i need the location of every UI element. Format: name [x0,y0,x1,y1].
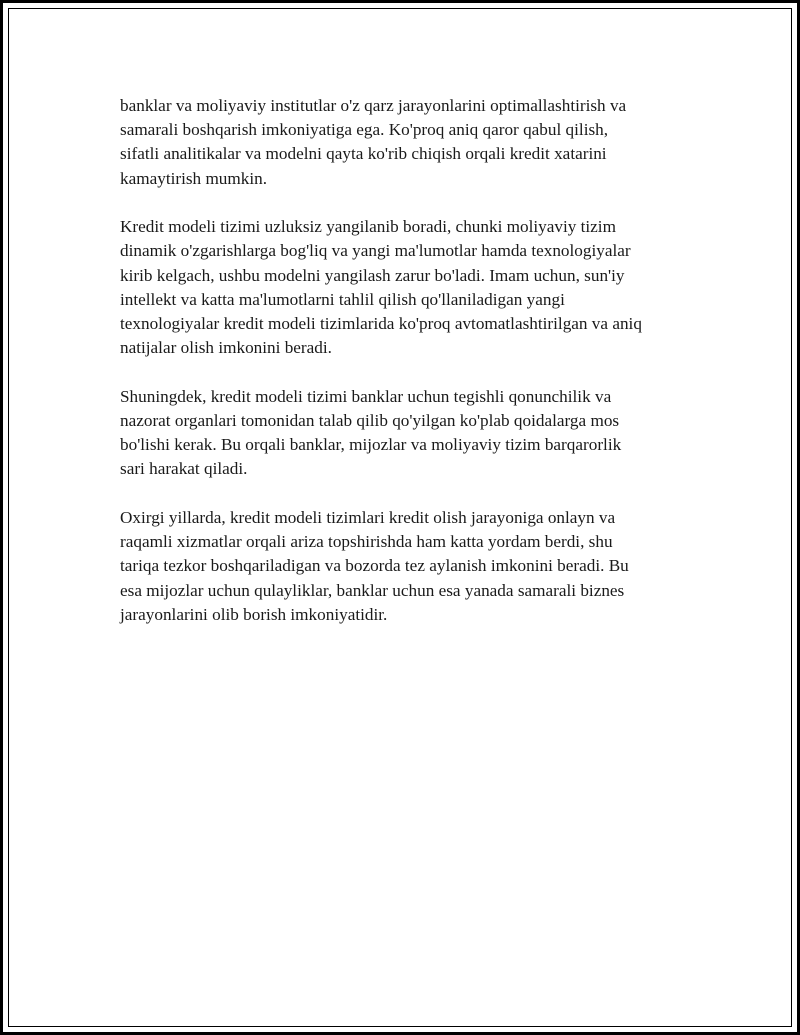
paragraph-2 [120,215,700,360]
text-line: sari harakat qiladi. [120,459,248,479]
paragraph-3 [120,385,700,482]
document-body [120,94,700,651]
text-line: Shuningdek, kredit modeli tizimi banklar uchun tegishli qonunchilik va [120,386,612,406]
text-line: bo'lishi kerak. Bu orqali banklar, mijozlar va moliyaviy tizim barqarorlik [120,435,622,455]
paragraph-1 [120,94,700,191]
text-line: tariqa tezkor boshqariladigan va bozorda tez aylanish imkonini beradi. Bu [120,556,629,576]
text-line: nazorat organlari tomonidan talab qilib qo'yilgan ko'plab qoidalarga mos [120,411,620,431]
text-line: kirib kelgach, ushbu modelni yangilash zarur bo'ladi. Imam uchun, sun'iy [120,265,625,285]
text-line: sifatli analitikalar va modelni qayta ko'rib chiqish orqali kredit xatarini [120,144,607,164]
text-line: kamaytirish mumkin. [120,168,268,188]
text-line: natijalar olish imkonini beradi. [120,338,332,358]
text-line: samarali boshqarish imkoniyatiga ega. Ko'proq aniq qaror qabul qilish, [120,120,609,140]
text-line: texnologiyalar kredit modeli tizimlarida ko'proq avtomatlashtirilgan va aniq [120,314,642,334]
text-line: raqamli xizmatlar orqali ariza topshirishda ham katta yordam berdi, shu [120,532,613,552]
text-line: dinamik o'zgarishlarga bog'liq va yangi ma'lumotlar hamda texnologiyalar [120,241,631,261]
text-line: jarayonlarini olib borish imkoniyatidir. [120,604,388,624]
text-line: banklar va moliyaviy institutlar o'z qarz jarayonlarini optimallashtirish va [120,96,627,115]
text-line: esa mijozlar uchun qulayliklar, banklar uchun esa yanada samarali biznes [120,580,625,600]
text-line: Oxirgi yillarda, kredit modeli tizimlari kredit olish jarayoniga onlayn va [120,508,616,528]
text-line: Kredit modeli tizimi uzluksiz yangilanib boradi, chunki moliyaviy tizim [120,217,616,237]
paragraph-4 [120,506,700,627]
text-line: intellekt va katta ma'lumotlarni tahlil qilish qo'llaniladigan yangi [120,289,565,309]
